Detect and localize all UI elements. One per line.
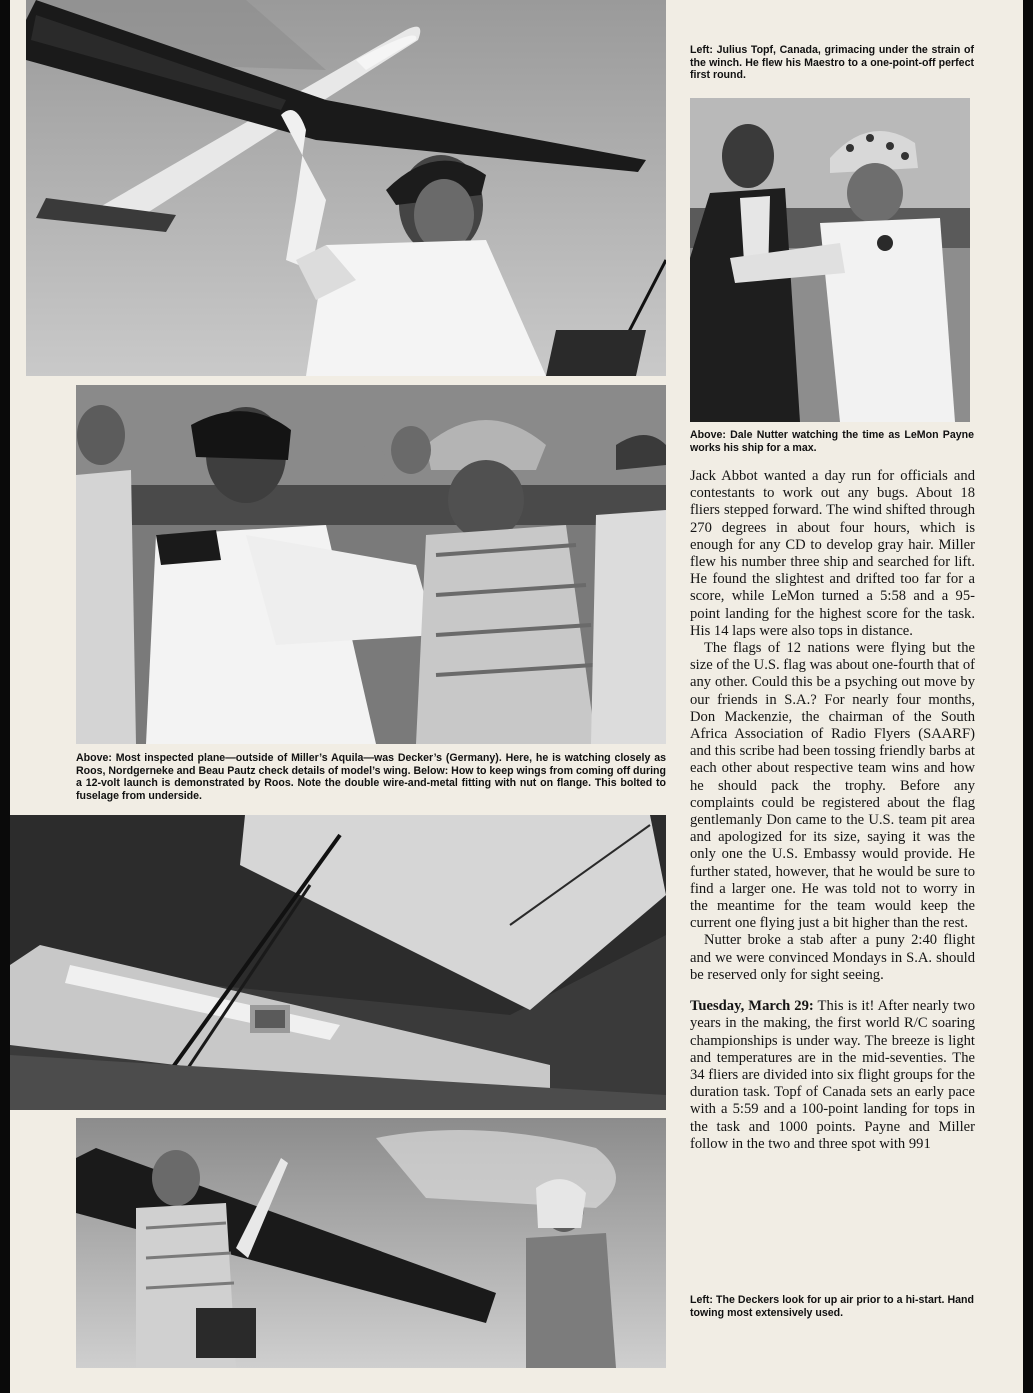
date-heading-tuesday: Tuesday, March 29: bbox=[690, 998, 814, 1015]
article-paragraph-1: Jack Abbot wanted a day run for officials and contestants to work out any bugs. About 18 fliers stepped forward. The wind shifted through 270 degrees in about four hours, which is enough for any CD to develop gray hair. Miller flew his number three ship and searched for lift. He found the slightest and drifted too far for a score, while LeMon turned a 5:58 and a 95-point landing for the highest score for the task. His 14 laps were also tops in distance. bbox=[690, 468, 975, 639]
photo-deckers bbox=[76, 1118, 666, 1368]
photo-topf-launch bbox=[26, 0, 666, 376]
photo-wing-inspection bbox=[76, 385, 666, 744]
caption-inspected-plane: Above: Most inspected plane—outside of Miller’s Aquila—was Decker’s (Germany). Here, he is watching closely as Roos, Nordgerneke and Beau Pautz check details of model’s wing. Below: How to keep wings from coming off during a 12-volt launch is demonstrated by Roos. Note the double wire-and-metal fitting with nut on flange. This bolted to fuselage from underside. bbox=[76, 752, 666, 802]
photo-nutter-payne bbox=[690, 98, 970, 422]
caption-julius-topf: Left: Julius Topf, Canada, grimacing under the strain of the winch. He flew his Maestro to a one-point-off perfect first round. bbox=[690, 44, 974, 82]
article-column bbox=[690, 468, 975, 1153]
caption-deckers: Left: The Deckers look for up air prior to a hi-start. Hand towing most extensively used. bbox=[690, 1294, 974, 1319]
caption-dale-nutter: Above: Dale Nutter watching the time as LeMon Payne works his ship for a max. bbox=[690, 429, 974, 454]
photo-wing-fitting bbox=[10, 815, 666, 1110]
article-paragraph-4-text: This is it! After nearly two years in the making, the first world R/C soaring championships is under way. The breeze is light and temperatures are in the mid-seventies. The 34 fliers are divided into six flight groups for the duration task. Topf of Canada sets an early pace with a 5:59 and a 100-point landing for tops in the task and 1000 points. Payne and Miller follow in the two and three spot with 991 bbox=[690, 998, 975, 1152]
article-paragraph-3: Nutter broke a stab after a puny 2:40 flight and we were convinced Mondays in S.A. should be reserved only for sight seeing. bbox=[690, 932, 975, 983]
magazine-page bbox=[10, 0, 1023, 1393]
article-paragraph-2: The flags of 12 nations were flying but the size of the U.S. flag was about one-fourth that of any other. Could this be a psyching out move by our friends in S.A.? For nearly four months, Don Mackenzie, the chairman of the South Africa Association of Radio Flyers (SAARF) and this scribe had been tossing friendly barbs at each other about respective team wins and how he should pack the trophy. Before any complaints could be registered about the flag gentlemanly Don came to the U.S. team pit area and apologized for its size, saying it was the only one the U.S. Embassy would provide. He further stated, however, that he would be sure to find a larger one. He was told not to worry in the meantime for the team would keep the current one flying just a bit higher than the rest. bbox=[690, 640, 975, 932]
article-paragraph-4 bbox=[690, 998, 975, 1153]
